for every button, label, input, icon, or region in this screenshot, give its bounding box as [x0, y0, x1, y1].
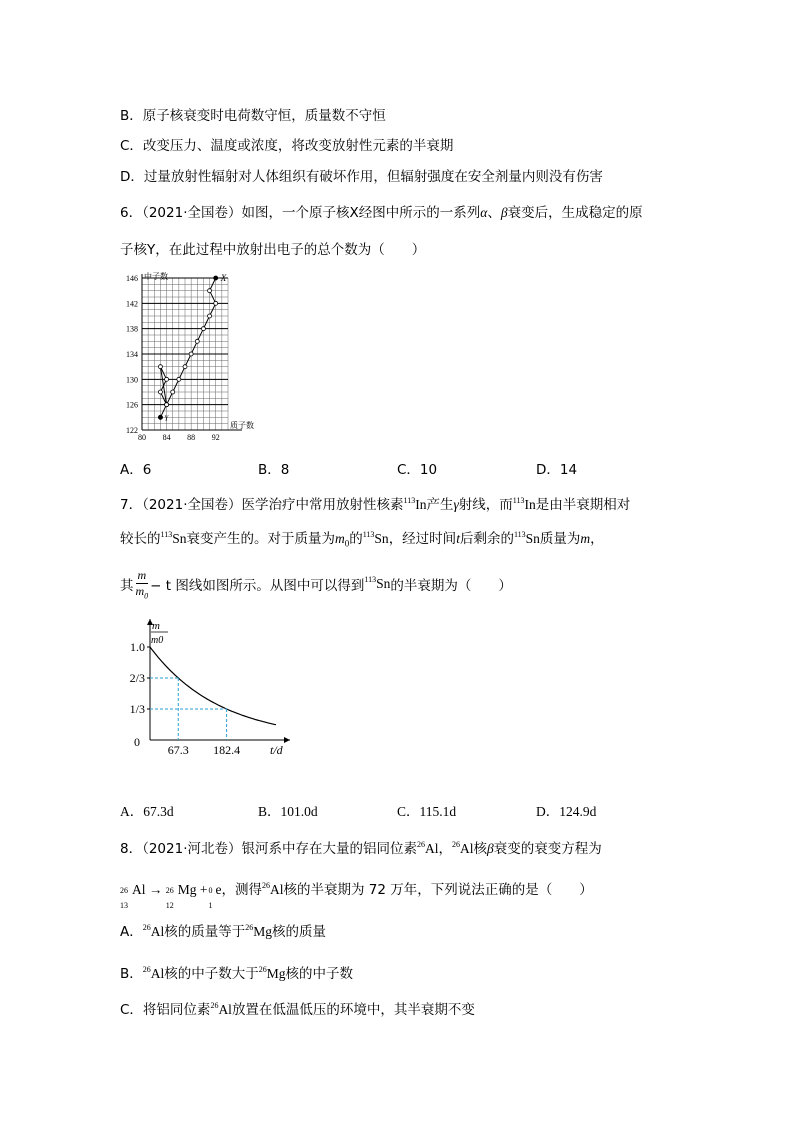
x-tick-label: 92: [211, 433, 220, 442]
y-tick-label: 134: [126, 350, 138, 359]
path-point: [158, 365, 162, 369]
path-point: [177, 377, 181, 381]
option-c-prev: C．改变压力、温度或浓度，将改变放射性元素的半衰期: [120, 138, 454, 154]
label-x: X: [220, 273, 227, 283]
q6-line1: 6．（2021·全国卷）如图，一个原子核X经图中所示的一系列α、β衰变后，生成稳定的原: [120, 205, 643, 221]
path-point: [208, 289, 212, 293]
y-tick-label: 126: [126, 400, 138, 410]
path-point: [195, 339, 199, 343]
label-y: Y: [164, 414, 169, 423]
x-axis-arrow: [284, 737, 290, 743]
x-tick-label: 84: [162, 433, 171, 442]
origin-label: 0: [134, 735, 140, 749]
y-tick-label: 138: [126, 324, 138, 334]
q6-option-c: C．10: [397, 462, 438, 478]
path-point: [165, 403, 169, 407]
path-point: [165, 377, 169, 381]
q8-option-b: B．$^{26}$Al核的中子数大于$^{26}$Mg核的中子数: [120, 965, 354, 982]
option-b-prev: B．原子核衰变时电荷数守恒，质量数不守恒: [120, 108, 386, 124]
q7-option-b: B．101.0d: [258, 804, 318, 819]
path-point: [214, 301, 218, 305]
y-tick-label: 2/3: [129, 671, 145, 685]
path-point: [214, 276, 218, 280]
neutron-proton-chart: [118, 270, 268, 448]
x-axis-label: t/d: [270, 743, 283, 757]
q8-option-a: A．$^{26}$Al核的质量等于$^{26}$Mg核的质量: [120, 923, 327, 940]
path-point: [158, 390, 162, 394]
y-tick-label: 142: [126, 299, 138, 309]
y-axis-label-den: m0: [151, 635, 164, 646]
q7-option-d: D．124.9d: [536, 804, 597, 819]
q8-option-c: C．将铝同位素$^{26}$Al放置在低温低压的环境中，其半衰期不变: [120, 1001, 475, 1018]
q6-option-a: A．6: [120, 462, 152, 478]
y-tick-label: 1/3: [129, 702, 145, 716]
q8-equation: 26 13 Al → 26 12 Mg + 0 1 e，测得$^{26}$Al核的半衰期为 72 万年，下列说法正确的是（ ）: [120, 881, 593, 910]
y-tick-label: 122: [126, 426, 138, 435]
path-point: [158, 415, 162, 419]
y-axis-label-num: m: [152, 620, 160, 632]
path-point: [201, 327, 205, 331]
y-tick-label: 130: [126, 375, 138, 385]
x-mark-label: 182.4: [213, 743, 241, 757]
q6-option-d: D．14: [536, 462, 578, 478]
path-point: [171, 390, 175, 394]
y-tick-label: 146: [126, 274, 138, 283]
decay-curve-chart: [120, 615, 300, 765]
path-point: [208, 314, 212, 318]
q7-line1: 7．（2021·全国卷）医学治疗中常用放射性核素$^{113}$In产生γ射线，而$^{113}$In是由半衰期相对: [120, 496, 631, 513]
decay-curve: [150, 647, 276, 725]
q8-line1: 8．（2021·河北卷）银河系中存在大量的铝同位素$^{26}$Al，$^{26}$Al核β衰变的衰变方程为: [120, 840, 602, 857]
path-point: [183, 365, 187, 369]
x-mark-label: 67.3: [167, 743, 189, 757]
q6-line2: 子核Y，在此过程中放射出电子的总个数为（ ）: [120, 242, 426, 258]
x-tick-label: 88: [187, 433, 196, 442]
q7-line2: 较长的$^{113}$Sn衰变产生的。对于质量为$m_0$的$^{113}$Sn，经过时间t后剩余的$^{113}$Sn质量为m，: [120, 530, 604, 549]
q7-line3: 其 $\frac{m}{m_0}$ − t 图线如图所示。从图中可以得到$^{113}$Sn的半衰期为（ ）: [120, 568, 512, 601]
x-tick-label: 80: [138, 433, 146, 442]
path-point: [189, 352, 193, 356]
y-tick-label: 1.0: [130, 640, 145, 654]
x-axis-label: 质子数: [230, 421, 254, 430]
q7-option-a: A．67.3d: [120, 804, 174, 819]
m-over-m0-fraction: $\frac{m}{m_0}$: [135, 568, 149, 601]
q7-option-c: C．115.1d: [397, 804, 457, 819]
option-d-prev: D．过量放射性辐射对人体组织有破坏作用，但辐射强度在安全剂量内则没有伤害: [120, 169, 603, 185]
y-axis-label: 中子数: [144, 272, 168, 281]
q6-option-b: B．8: [258, 462, 290, 478]
